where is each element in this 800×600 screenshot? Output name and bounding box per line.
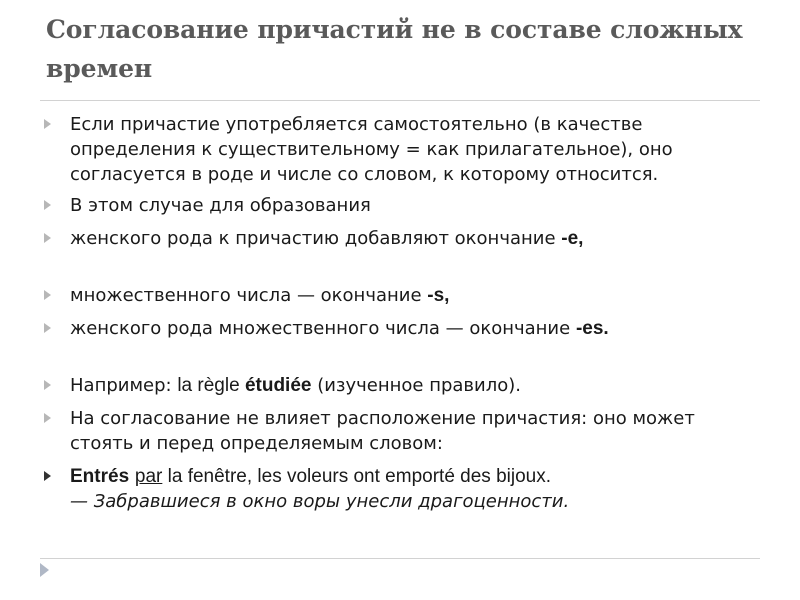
french-example: la règle [177, 375, 245, 396]
bullet-text: множественного числа — окончание [70, 285, 428, 306]
bullet-item-3 [42, 226, 762, 251]
bullet-marker-icon [44, 233, 51, 243]
french-preposition: par [134, 466, 163, 487]
bullet-marker-icon [44, 119, 51, 129]
bullet-marker-icon [44, 413, 51, 423]
bullet-item-6 [42, 373, 762, 398]
ending-e: -e, [561, 228, 584, 249]
example-translation: (изученное правило). [311, 375, 521, 396]
ending-s: -s, [427, 285, 450, 306]
corner-arrow-icon [40, 563, 49, 577]
bullet-item-4 [42, 283, 762, 308]
bullet-item-1 [42, 112, 762, 187]
ending-es: -es. [575, 318, 609, 339]
bullet-item-5 [42, 316, 762, 341]
bullet-text: На согласование не влияет расположение причастия: оно может стоять и перед определяемым словом: [70, 408, 695, 454]
french-sentence: la fenêtre, les voleurs ont emporté des bijoux. [162, 466, 551, 487]
footer-divider [40, 558, 760, 559]
bullet-marker-icon [44, 380, 51, 390]
bullet-item-2 [42, 193, 762, 218]
bullet-marker-icon [44, 290, 51, 300]
bullet-text: женского рода множественного числа — окончание [70, 318, 576, 339]
bullet-marker-icon [44, 200, 51, 210]
bullet-item-8 [42, 464, 762, 514]
slide-title: Согласование причастий не в составе сложных времен [46, 15, 743, 83]
bullet-text: женского рода к причастию добавляют окончание [70, 228, 562, 249]
bullet-marker-icon [44, 323, 51, 333]
bullet-marker-icon [44, 471, 51, 481]
slide-body [42, 112, 762, 514]
sentence-translation: — Забравшиеся в окно воры унесли драгоценности. [70, 491, 570, 512]
bullet-item-7 [42, 406, 762, 456]
french-participle: Entrés [70, 466, 130, 487]
example-label: Например: [70, 375, 178, 396]
title-divider [40, 100, 760, 101]
french-participle: étudiée [244, 375, 312, 396]
bullet-text: В этом случае для образования [70, 195, 371, 216]
bullet-text: Если причастие употребляется самостоятельно (в качестве определения к существительному = как прилагательное), оно согласуется в роде и числе со словом, к которому относится. [70, 114, 673, 185]
